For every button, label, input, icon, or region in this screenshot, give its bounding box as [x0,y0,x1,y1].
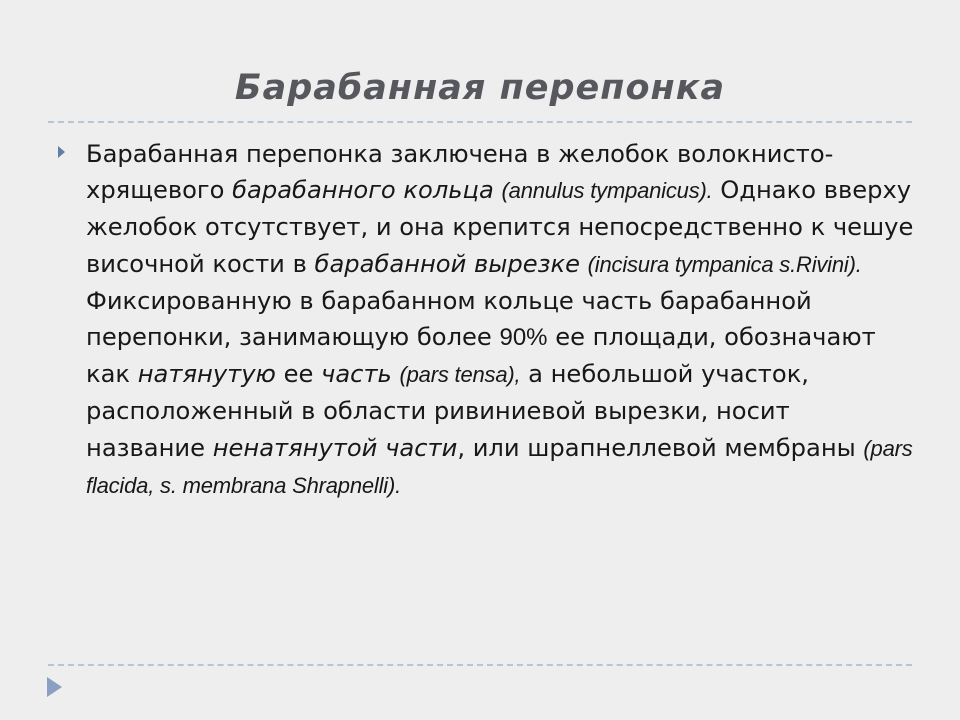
body-text-segment: Однако вверху желобок отсутствует, и она крепится непосредственно к чешуе височной кости в [86,176,914,278]
body-term-barabannaya-vyrezka: барабанной вырезке [314,249,580,278]
body-term-barabannoe-koltso: барабанного кольца [232,176,494,205]
body-text-segment [580,250,588,278]
percent-value: 90% [499,324,548,352]
body-text-segment: ее [275,360,322,389]
body-text-segment: Барабанная перепонка заключена в желобок волокнисто- хрящевого [86,140,834,205]
footer-divider [48,664,912,666]
latin-term-pars-flacida: (pars flacida, s. membrana Shrapnelli). [86,435,913,498]
body-term-natyanutaya: натянутую [137,360,276,389]
body-text-segment: , или шрапнеллевой мембраны [457,433,864,462]
title-divider [48,121,912,123]
body-text-segment: Фиксированную в барабанном кольце часть барабанной перепонки, занимающую более [86,286,812,352]
body-term-chast: часть [321,360,392,389]
slide-title: Барабанная перепонка [234,68,726,108]
body-text-segment [494,176,502,204]
body-text-segment: ее площади, обозначают как [86,323,876,389]
next-slide-arrow-icon[interactable] [47,677,62,697]
body-text-segment [392,360,400,388]
body-term-nenatyanutaya: ненатянутой части [212,433,458,462]
latin-term-incisura: (incisura tympanica s.Rivini). [587,251,862,277]
triangle-bullet-icon [58,146,65,158]
latin-term-annulus: (annulus tympanicus). [501,178,713,204]
body-text-segment: а небольшой участок, расположенный в области ривиниевой вырезки, носит название [86,360,809,462]
body-paragraph [86,136,916,504]
latin-term-pars-tensa: (pars tensa), [399,362,521,388]
